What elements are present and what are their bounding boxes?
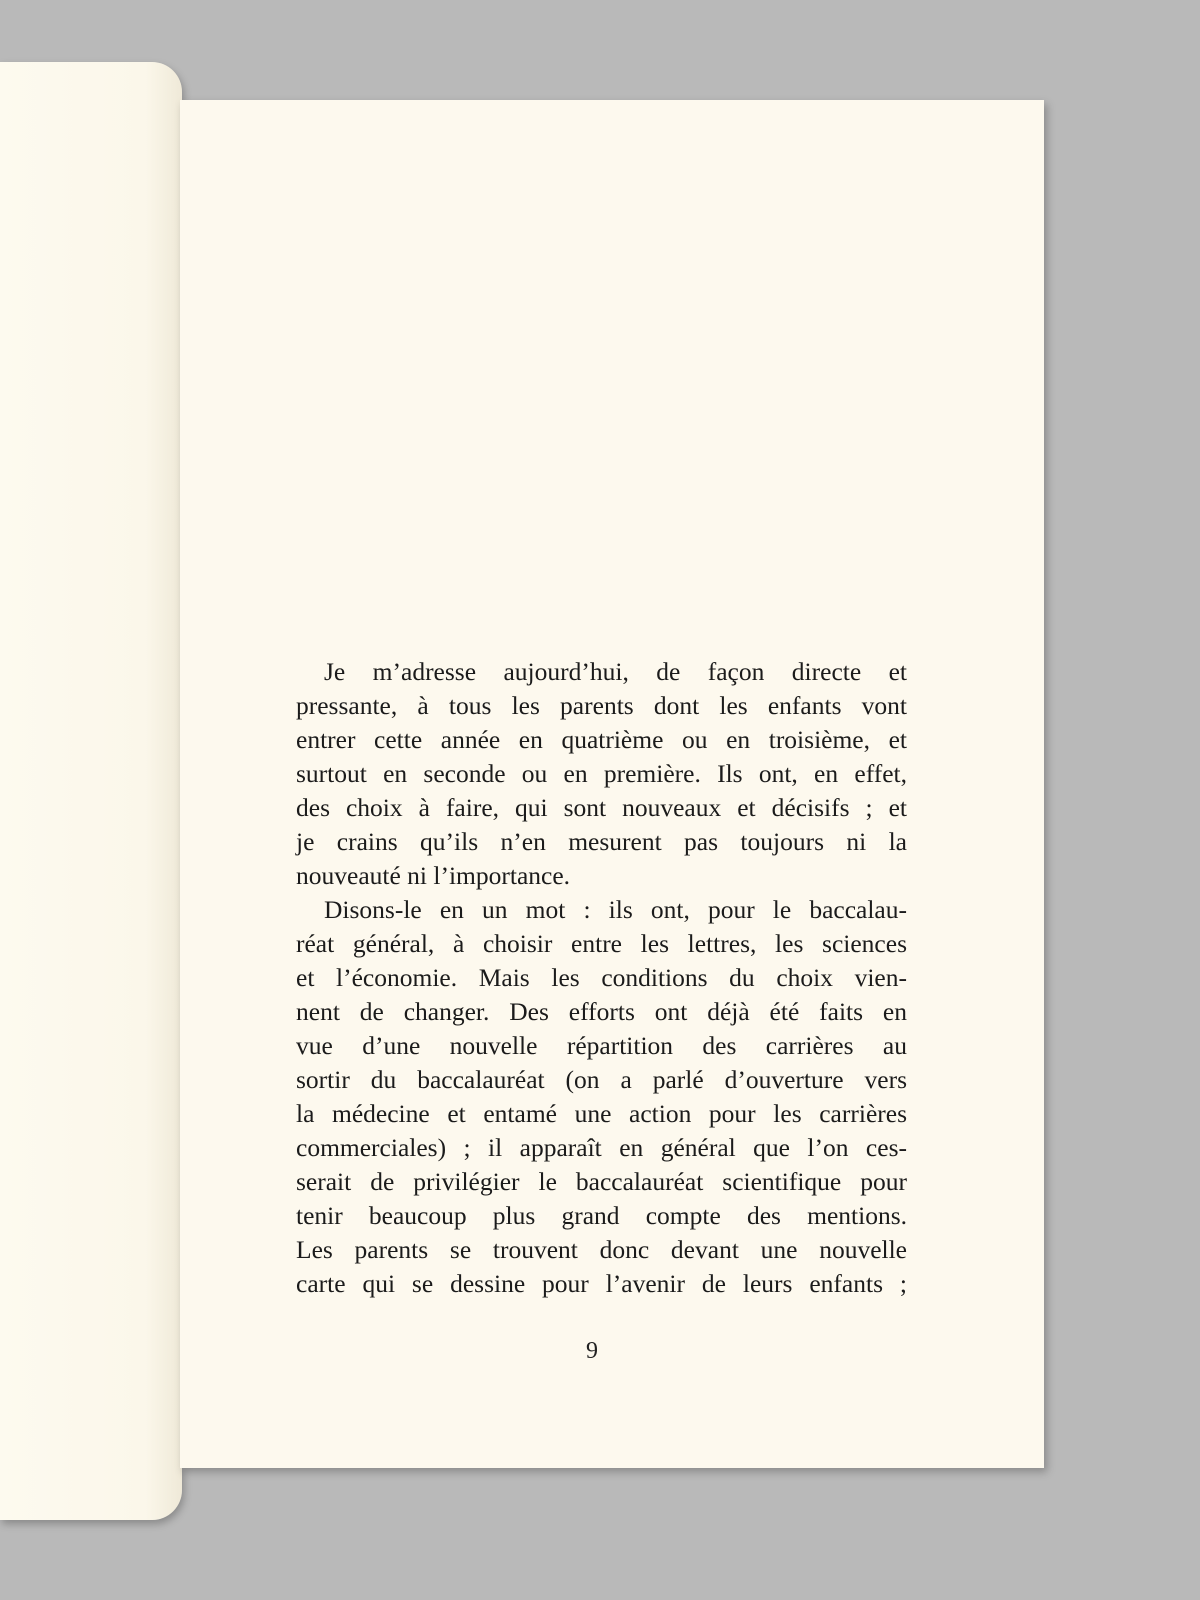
text-line: carte qui se dessine pour l’avenir de leurs enfants ; (296, 1269, 907, 1298)
text-line: commerciales) ; il apparaît en général que l’on ces- (296, 1133, 907, 1162)
text-line: je crains qu’ils n’en mesurent pas toujours ni la (296, 827, 907, 856)
text-line: tenir beaucoup plus grand compte des mentions. (296, 1201, 907, 1230)
text-line: pressante, à tous les parents dont les enfants vont (296, 691, 907, 720)
paragraph (296, 893, 907, 1301)
page-number: 9 (586, 1338, 598, 1364)
text-line: serait de privilégier le baccalauréat scientifique pour (296, 1167, 907, 1196)
text-line: nent de changer. Des efforts ont déjà été faits en (296, 997, 907, 1026)
text-line: Disons-le en un mot : ils ont, pour le baccalau- (324, 895, 907, 924)
text-line: des choix à faire, qui sont nouveaux et décisifs ; et (296, 793, 907, 822)
text-line: et l’économie. Mais les conditions du choix vien- (296, 963, 907, 992)
facing-page (0, 62, 182, 1520)
body-text (296, 655, 907, 1301)
text-line: vue d’une nouvelle répartition des carrières au (296, 1031, 907, 1060)
text-line: la médecine et entamé une action pour les carrières (296, 1099, 907, 1128)
book-page (180, 100, 1044, 1468)
text-line: sortir du baccalauréat (on a parlé d’ouverture vers (296, 1065, 907, 1094)
text-line: entrer cette année en quatrième ou en troisième, et (296, 725, 907, 754)
text-line: réat général, à choisir entre les lettres, les sciences (296, 929, 907, 958)
text-line: surtout en seconde ou en première. Ils ont, en effet, (296, 759, 907, 788)
text-line: Les parents se trouvent donc devant une nouvelle (296, 1235, 907, 1264)
paragraph (296, 655, 907, 893)
text-line: Je m’adresse aujourd’hui, de façon directe et (324, 657, 907, 686)
text-line: nouveauté ni l’importance. (296, 861, 571, 890)
